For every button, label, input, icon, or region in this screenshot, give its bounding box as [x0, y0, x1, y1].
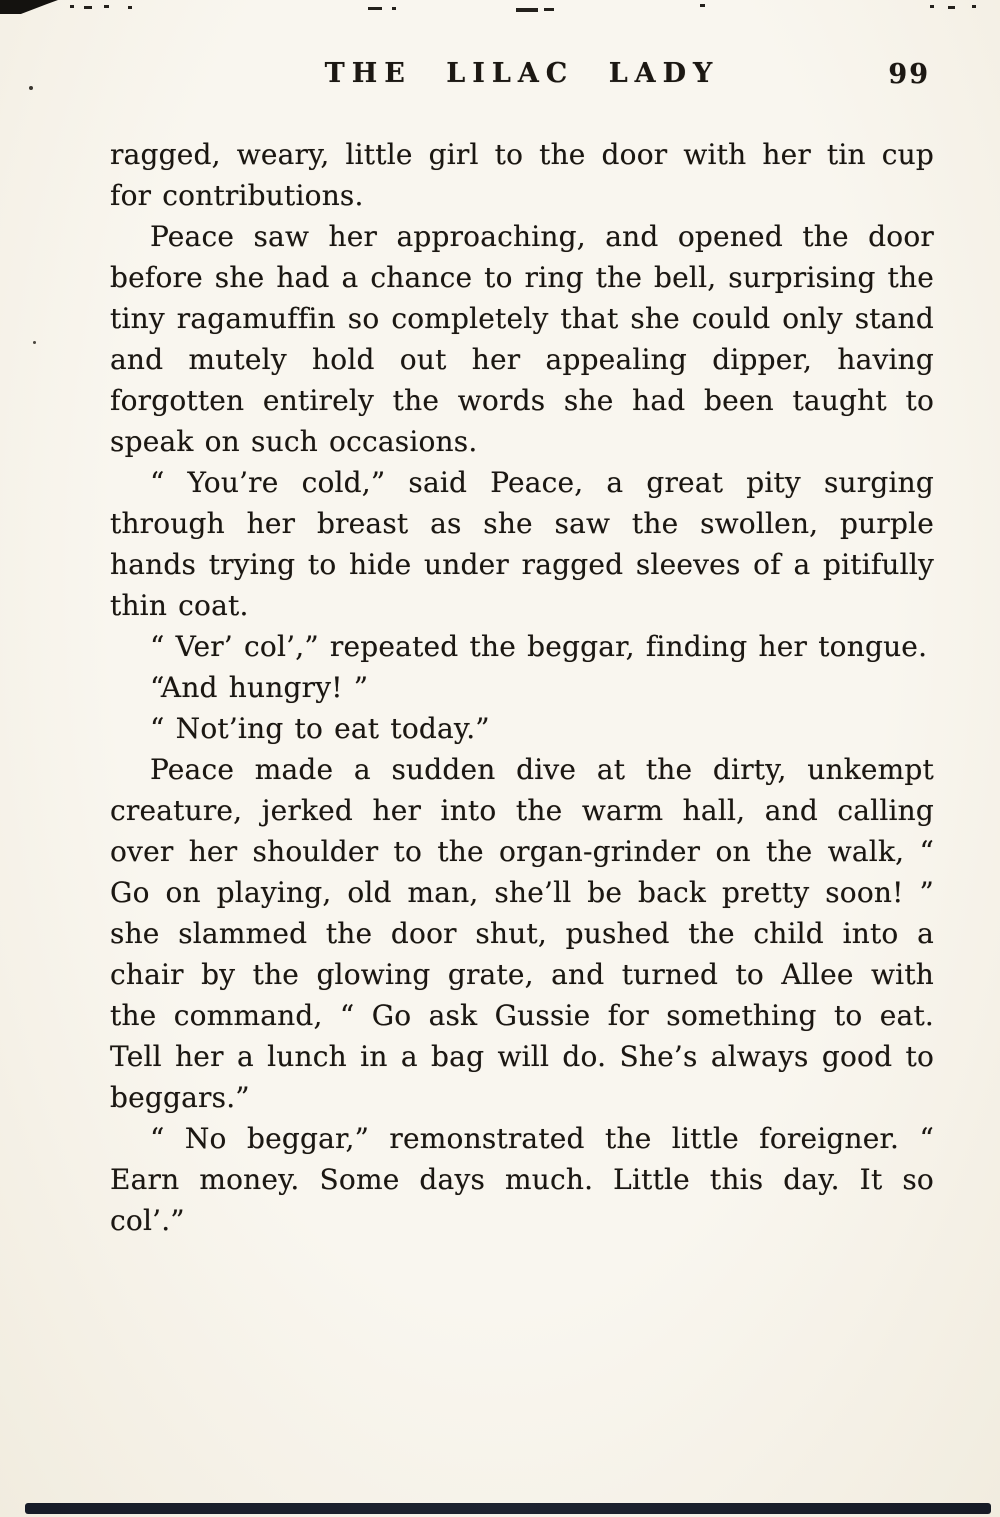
scan-noise-speck: [104, 5, 109, 8]
scan-noise-speck: [700, 4, 705, 7]
scan-noise-speck: [84, 6, 92, 9]
paragraph-5: “And hungry! ”: [150, 671, 369, 704]
scan-noise-speck: [948, 6, 955, 9]
scan-noise-dash: [544, 8, 554, 11]
scan-noise-speck: [70, 5, 74, 8]
scan-noise-speck: [930, 5, 934, 8]
scan-noise-speck: [972, 5, 976, 8]
page-header: [110, 58, 934, 92]
paragraph-3: “ You’re cold,” said Peace, a great pity surging through her breast as she saw the swollen, purple hands trying to hide under ragged sleeves of a pitifully thin coat.: [110, 466, 934, 622]
scan-noise-dash: [368, 7, 382, 10]
paragraph-6: “ Not’ing to eat today.”: [150, 712, 490, 745]
paragraph-2: Peace saw her approaching, and opened the door before she had a chance to ring the bell, surprising the tiny ragamuffin so completely that she could only stand and mutely hold out her appealing dipper, having forgotten entirely the words she had been taught to speak on such occasions.: [110, 220, 934, 458]
paragraph-7: Peace made a sudden dive at the dirty, unkempt creature, jerked her into the warm hall, and calling over her shoulder to the organ-grinder on the walk, “ Go on playing, old man, she’ll be back pretty soon! ” she slammed the door shut, pushed the child into a chair by the glowing grate, and turned to Allee with the command, “ Go ask Gussie for something to eat. Tell her a lunch in a bag will do. She’s always good to beggars.”: [110, 753, 934, 1114]
paragraph-8: “ No beggar,” remonstrated the little foreigner. “ Earn money. Some days much. Little this day. It so col’.”: [110, 1122, 934, 1237]
scan-noise-dash: [516, 8, 538, 12]
paragraph-4: “ Ver’ col’,” repeated the beggar, finding her tongue.: [150, 630, 928, 663]
scan-noise-top-left-blob: [0, 0, 58, 14]
paragraph-1: ragged, weary, little girl to the door with her tin cup for contributions.: [110, 138, 934, 212]
scan-edge-bottom-bar: [25, 1503, 991, 1514]
page-number: 99: [888, 59, 930, 90]
running-title: THE LILAC LADY: [324, 58, 720, 89]
scan-noise-margin-dot: [29, 86, 33, 90]
scan-noise-margin-dot: [33, 341, 36, 344]
scan-noise-speck: [392, 7, 396, 10]
text-block: [110, 134, 934, 1241]
scan-noise-speck: [128, 6, 132, 9]
